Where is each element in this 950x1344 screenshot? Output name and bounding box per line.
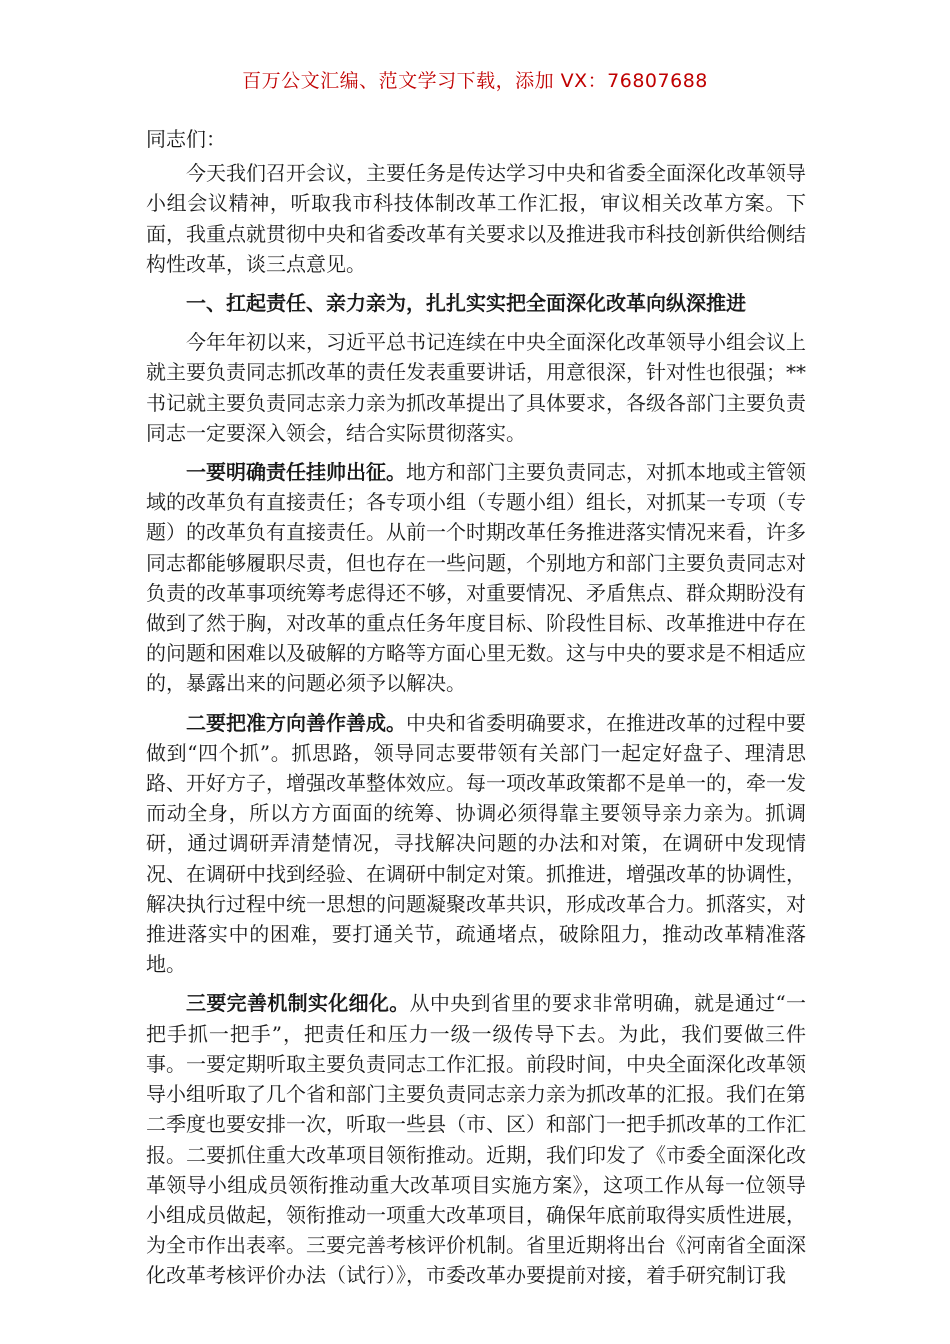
point-1-lead: 一要明确责任挂帅出征。 xyxy=(186,460,406,485)
section-heading: 一、扛起责任、亲力亲为，扎扎实实把全面深化改革向纵深推进 xyxy=(186,291,746,316)
point-1-paragraph xyxy=(146,457,806,699)
watermark-header: 百万公文汇编、范文学习下载，添加 VX：76807688 xyxy=(242,70,708,92)
point-2-body: 中央和省委明确要求，在推进改革的过程中要做到“四个抓”。抓思路，领导同志要带领有关部门一起定好盘子、理清思路、开好方子，增强改革整体效应。每一项改革政策都不是单一的，牵一发而动全身，所以方方面面的统筹、协调必须得靠主要领导亲力亲为。抓调研，通过调研弄清楚情况，寻找解决问题的办法和对策，在调研中发现情况、在调研中找到经验、在调研中制定对策。抓推进，增强改革的协调性，解决执行过程中统一思想的问题凝聚改革共识，形成改革合力。抓落实，对推进落实中的困难，要打通关节，疏通堵点，破除阻力，推动改革精准落地。 xyxy=(146,710,806,977)
section-opening-paragraph: 今年年初以来，习近平总书记连续在中央全面深化改革领导小组会议上就主要负责同志抓改革的责任发表重要讲话，用意很深，针对性也很强；**书记就主要负责同志亲力亲为抓改革提出了具体要求，各级各部门主要负责同志一定要深入领会，结合实际贯彻落实。 xyxy=(146,330,806,445)
point-2-lead: 二要把准方向善作善成。 xyxy=(186,710,406,735)
salutation: 同志们： xyxy=(146,127,226,151)
point-2-paragraph xyxy=(146,708,806,980)
point-3-paragraph xyxy=(146,988,806,1290)
intro-paragraph: 今天我们召开会议，主要任务是传达学习中央和省委全面深化改革领导小组会议精神，听取我市科技体制改革工作汇报，审议相关改革方案。下面，我重点就贯彻中央和省委改革有关要求以及推进我市科技创新供给侧结构性改革，谈三点意见。 xyxy=(146,161,806,276)
point-1-body: 地方和部门主要负责同志，对抓本地或主管领域的改革负有直接责任；各专项小组（专题小组）组长，对抓某一专项（专题）的改革负有直接责任。从前一个时期改革任务推进落实情况来看，许多同志都能够履职尽责，但也存在一些问题，个别地方和部门主要负责同志对负责的改革事项统筹考虑得还不够，对重要情况、矛盾焦点、群众期盼没有做到了然于胸，对改革的重点任务年度目标、阶段性目标、改革推进中存在的问题和困难以及破解的方略等方面心里无数。这与中央的要求是不相适应的，暴露出来的问题必须予以解决。 xyxy=(146,460,806,696)
document-body xyxy=(146,124,806,1300)
point-3-body: 从中央到省里的要求非常明确，就是通过“一把手抓一把手”，把责任和压力一级一级传导下去。为此，我们要做三件事。一要定期听取主要负责同志工作汇报。前段时间，中央全面深化改革领导小组听取了几个省和部门主要负责同志亲力亲为抓改革的汇报。我们在第二季度也要安排一次，听取一些县（市、区）和部门一把手抓改革的工作汇报。二要抓住重大改革项目领衔推动。近期，我们印发了《市委全面深化改革领导小组成员领衔推动重大改革项目实施方案》，这项工作从每一位领导小组成员做起，领衔推动一项重大改革项目，确保年底前取得实质性进展，为全市作出表率。三要完善考核评价机制。省里近期将出台《河南省全面深化改革考核评价办法（试行）》，市委改革办要提前对接，着手研究制订我 xyxy=(146,991,807,1288)
point-3-lead: 三要完善机制实化细化。 xyxy=(186,991,410,1016)
